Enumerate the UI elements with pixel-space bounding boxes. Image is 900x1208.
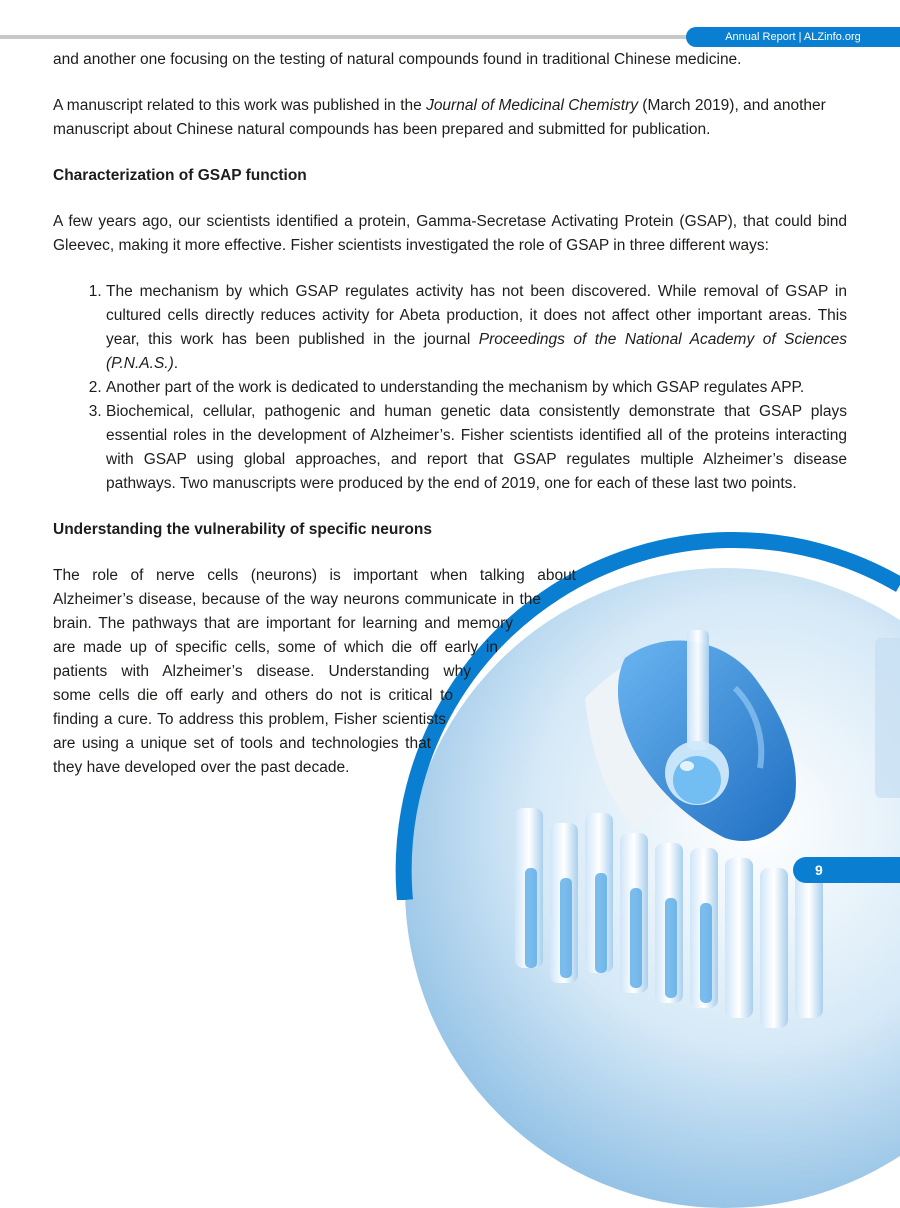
- text-line: brain. The pathways that are important for learning and memory: [53, 615, 513, 632]
- text-line: patients with Alzheimer’s disease. Understanding why: [53, 663, 471, 680]
- page-number: 9: [815, 862, 823, 878]
- text-line: are using a unique set of tools and technologies that: [53, 735, 431, 752]
- list-item: 2. Another part of the work is dedicated to understanding the mechanism by which GSAP regulates APP.: [106, 376, 847, 400]
- gsap-list: [53, 280, 847, 496]
- gsap-intro: A few years ago, our scientists identified a protein, Gamma-Secretase Activating Protein (GSAP), that could bind Gleevec, making it more effective. Fisher scientists investigated the role of GSAP in three different ways:: [53, 213, 847, 254]
- section-heading-neurons: Understanding the vulnerability of specific neurons: [53, 521, 432, 538]
- text-line: The role of nerve cells (neurons) is important when talking about: [53, 567, 576, 584]
- text-line: finding a cure. To address this problem, Fisher scientists: [53, 711, 446, 728]
- text-line: Alzheimer’s disease, because of the way neurons communicate in the: [53, 591, 541, 608]
- section-heading-gsap: Characterization of GSAP function: [53, 167, 307, 184]
- list-item: 3. Biochemical, cellular, pathogenic and human genetic data consistently demonstrate that GSAP plays essential roles in the development of Alzheimer’s. Fisher scientists identified all of the proteins interacting with GSAP using global approaches, and report that GSAP regulates multiple Alzheimer’s disease pathways. Two manuscripts were produced by the end of 2019, one for each of these last two points.: [106, 400, 847, 496]
- page-number-badge: [793, 857, 900, 883]
- text-line: they have developed over the past decade.: [53, 759, 350, 776]
- header-tag: Annual Report | ALZinfo.org: [686, 27, 900, 47]
- journal-title: Journal of Medicinal Chemistry: [426, 97, 638, 114]
- neurons-paragraph: [53, 564, 613, 780]
- text-line: are made up of specific cells, some of which die off early in: [53, 639, 498, 656]
- publication-note: A manuscript related to this work was published in the Journal of Medicinal Chemistry (March 2019), and another manuscript about Chinese natural compounds has been prepared and submitted for publication.: [53, 97, 826, 138]
- text-line: some cells die off early and others do not is critical to: [53, 687, 453, 704]
- header-rule: [0, 35, 700, 39]
- journal-title: Proceedings of the National Academy of Sciences (P.N.A.S.): [106, 331, 847, 372]
- intro-line: and another one focusing on the testing of natural compounds found in traditional Chinese medicine.: [53, 51, 742, 68]
- list-item: 1. The mechanism by which GSAP regulates activity has not been discovered. While removal of GSAP in cultured cells directly reduces activity for Abeta production, it does not affect other important areas. This year, this work has been published in the journal Proceedings of the National Academy of Sciences (P.N.A.S.).: [106, 280, 847, 376]
